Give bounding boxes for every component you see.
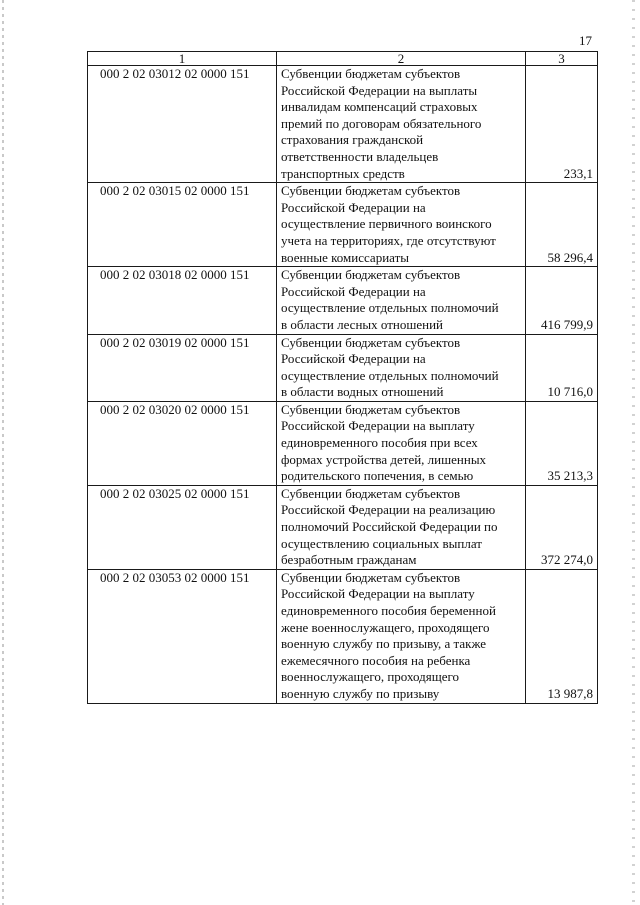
- description-line: в области лесных отношений: [281, 316, 444, 332]
- description-line: полномочий Российской Федерации по: [281, 519, 498, 535]
- description-cell: [277, 569, 526, 703]
- description-line: учета на территориях, где отсутствуют: [281, 232, 496, 248]
- description-line: Российской Федерации на выплату: [281, 418, 475, 434]
- description-line: военные комиссариаты: [281, 249, 410, 265]
- header-col-3: 3: [526, 52, 598, 66]
- description-line: жене военнослужащего, проходящего: [281, 619, 490, 635]
- table-row: [88, 183, 598, 267]
- description-line: Российской Федерации на реализацию: [281, 502, 496, 518]
- amount-cell: 10 716,0: [526, 334, 598, 401]
- budget-table: [87, 51, 598, 704]
- description-line: военную службу по призыву: [281, 685, 440, 701]
- description-line: формах устройства детей, лишенных: [281, 451, 487, 467]
- description-line: Субвенции бюджетам субъектов: [281, 267, 461, 283]
- description-line: Российской Федерации на: [281, 199, 426, 215]
- table-header-row: [88, 52, 598, 66]
- description-cell: [277, 334, 526, 401]
- description-line: Субвенции бюджетам субъектов: [281, 66, 461, 81]
- budget-code-cell: 000 2 02 03015 02 0000 151: [88, 183, 277, 267]
- budget-code-cell: 000 2 02 03020 02 0000 151: [88, 401, 277, 485]
- description-line: осуществлению социальных выплат: [281, 535, 482, 551]
- scan-right-edge: [632, 0, 635, 905]
- description-line: Российской Федерации на выплату: [281, 586, 475, 602]
- amount-cell: 372 274,0: [526, 485, 598, 569]
- table-row: [88, 485, 598, 569]
- budget-code-cell: 000 2 02 03053 02 0000 151: [88, 569, 277, 703]
- page-number: 17: [579, 33, 592, 48]
- scan-left-edge: [2, 0, 4, 905]
- description-line: единовременного пособия беременной: [281, 603, 496, 618]
- header-col-2: 2: [277, 52, 526, 66]
- description-line: ответственности владельцев: [281, 148, 439, 164]
- header-col-1: 1: [88, 52, 277, 66]
- table-row: [88, 66, 598, 183]
- budget-code-cell: 000 2 02 03018 02 0000 151: [88, 267, 277, 334]
- budget-code-cell: 000 2 02 03019 02 0000 151: [88, 334, 277, 401]
- description-line: в области водных отношений: [281, 384, 444, 400]
- description-line: Субвенции бюджетам субъектов: [281, 485, 461, 501]
- description-line: Субвенции бюджетам субъектов: [281, 183, 461, 199]
- description-cell: [277, 485, 526, 569]
- description-line: осуществление первичного воинского: [281, 216, 492, 232]
- amount-cell: 35 213,3: [526, 401, 598, 485]
- description-line: безработным гражданам: [281, 552, 417, 568]
- description-cell: [277, 267, 526, 334]
- description-line: Субвенции бюджетам субъектов: [281, 569, 461, 585]
- description-line: единовременного пособия при всех: [281, 435, 478, 451]
- description-line: осуществление отдельных полномочий: [281, 300, 499, 316]
- description-line: премий по договорам обязательного: [281, 115, 482, 131]
- budget-code-cell: 000 2 02 03012 02 0000 151: [88, 66, 277, 183]
- table-row: [88, 267, 598, 334]
- description-line: Российской Федерации на: [281, 351, 426, 367]
- description-line: ежемесячного пособия на ребенка: [281, 652, 471, 668]
- amount-cell: 233,1: [526, 66, 598, 183]
- description-line: страхования гражданской: [281, 132, 424, 148]
- description-cell: [277, 401, 526, 485]
- table-row: [88, 569, 598, 703]
- description-line: Российской Федерации на выплаты: [281, 82, 478, 98]
- amount-cell: 58 296,4: [526, 183, 598, 267]
- table-row: [88, 334, 598, 401]
- description-cell: [277, 66, 526, 183]
- description-cell: [277, 183, 526, 267]
- table-row: [88, 401, 598, 485]
- description-line: Субвенции бюджетам субъектов: [281, 334, 461, 350]
- budget-code-cell: 000 2 02 03025 02 0000 151: [88, 485, 277, 569]
- description-line: осуществление отдельных полномочий: [281, 367, 499, 383]
- amount-cell: 416 799,9: [526, 267, 598, 334]
- description-line: инвалидам компенсаций страховых: [281, 99, 478, 115]
- amount-cell: 13 987,8: [526, 569, 598, 703]
- description-line: транспортных средств: [281, 165, 405, 181]
- description-line: военнослужащего, проходящего: [281, 669, 459, 685]
- description-line: родительского попечения, в семью: [281, 468, 474, 484]
- description-line: Субвенции бюджетам субъектов: [281, 401, 461, 417]
- description-line: военную службу по призыву, а также: [281, 636, 487, 652]
- description-line: Российской Федерации на: [281, 283, 426, 299]
